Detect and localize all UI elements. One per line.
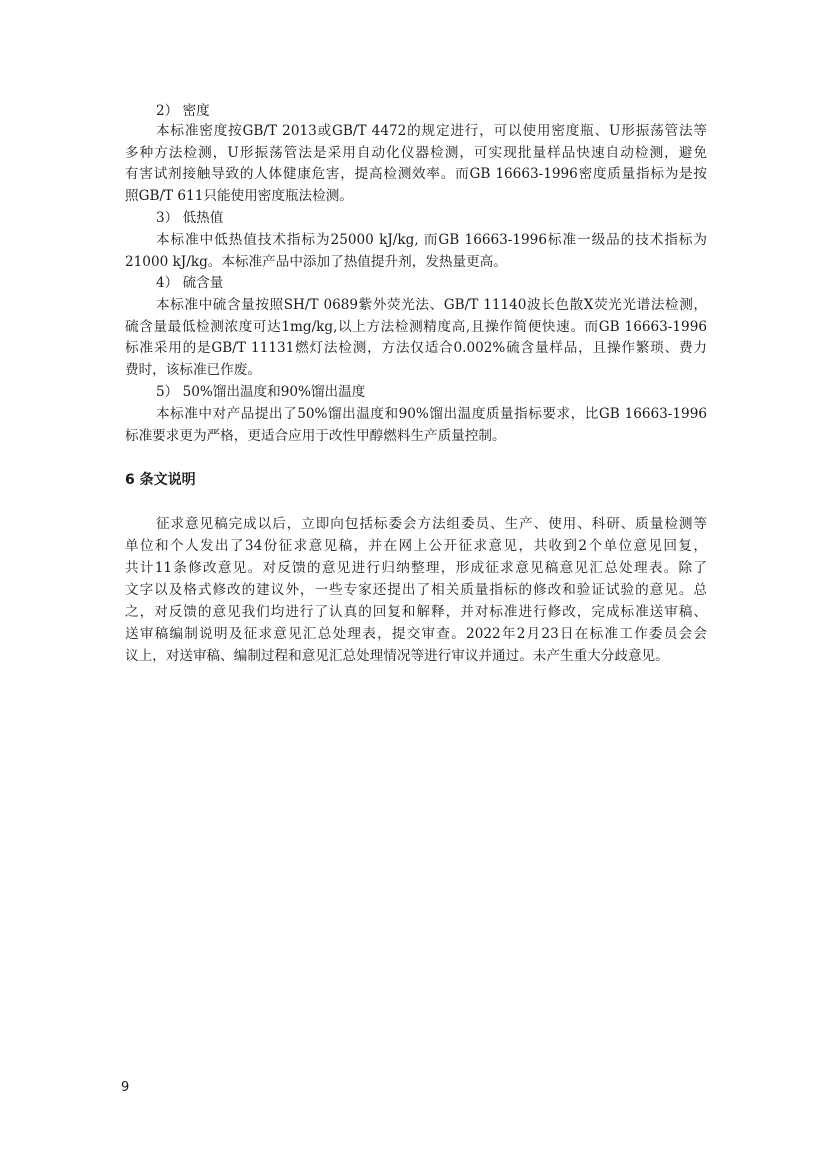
paragraph-line: 文字以及格式修改的建议外，一些专家还提出了相关质量指标的修改和验证试验的意见。总 xyxy=(125,582,707,598)
paragraph-line: 费时，该标准已作废。 xyxy=(125,362,261,379)
paragraph-line: 送审稿编制说明及征求意见汇总处理表，提交审查。2022年2月23日在标准工作委员会会 xyxy=(125,626,707,642)
section-heading: 6 条文说明 xyxy=(125,472,196,488)
paragraph-line: 硫含量最低检测浓度可达1mg/kg,以上方法检测精度高,且操作简便快速。而GB 16663-1996 xyxy=(125,318,707,335)
paragraph-line: 本标准中对产品提出了50%馏出温度和90%馏出温度质量指标要求，比GB 16663-1996 xyxy=(156,406,707,422)
paragraph-line: 标准要求更为严格，更适合应用于改性甲醇燃料生产质量控制。 xyxy=(125,427,506,444)
paragraph-line: 多种方法检测，U形振荡管法是采用自动化仪器检测，可实现批量样品快速自动检测，避免 xyxy=(125,144,707,161)
subsection-title: 3） 低热值 xyxy=(156,210,224,226)
page-number: 9 xyxy=(121,1080,130,1095)
paragraph-line: 标准采用的是GB/T 11131燃灯法检测，方法仅适合0.002%硫含量样品，且操作繁琐、费力 xyxy=(125,340,707,357)
paragraph-line: 单位和个人发出了34份征求意见稿，并在网上公开征求意见，共收到2个单位意见回复， xyxy=(125,538,707,554)
paragraph-line: 本标准密度按GB/T 2013或GB/T 4472的规定进行，可以使用密度瓶、U形振荡管法等 xyxy=(156,123,707,139)
paragraph-line: 议上，对送审稿、编制过程和意见汇总处理情况等进行审议并通过。未产生重大分歧意见。 xyxy=(125,648,669,664)
subsection-title: 4） 硫含量 xyxy=(156,275,224,291)
subsection-title: 5） 50%馏出温度和90%馏出温度 xyxy=(156,384,366,400)
paragraph-line: 本标准中硫含量按照SH/T 0689紫外荧光法、GB/T 11140波长色散X荧光光谱法检测， xyxy=(156,297,707,313)
paragraph-line: 征求意见稿完成以后，立即向包括标委会方法组委员、生产、使用、科研、质量检测等 xyxy=(156,516,707,532)
paragraph-line: 有害试剂接触导致的人体健康危害，提高检测效率。而GB 16663-1996密度质量指标为是按 xyxy=(125,166,707,183)
paragraph-line: 之，对反馈的意见我们均进行了认真的回复和解释，并对标准进行修改，完成标准送审稿、 xyxy=(125,604,707,620)
subsection-title: 2） 密度 xyxy=(156,103,210,119)
paragraph-line: 21000 kJ/kg。本标准产品中添加了热值提升剂，发热量更高。 xyxy=(125,253,507,270)
paragraph-line: 共计11条修改意见。对反馈的意见进行归纳整理，形成征求意见稿意见汇总处理表。除了 xyxy=(125,560,707,576)
paragraph-line: 本标准中低热值技术指标为25000 kJ/kg, 而GB 16663-1996标准一级品的技术指标为 xyxy=(156,232,707,248)
paragraph-line: 照GB/T 611只能使用密度瓶法检测。 xyxy=(125,188,353,205)
